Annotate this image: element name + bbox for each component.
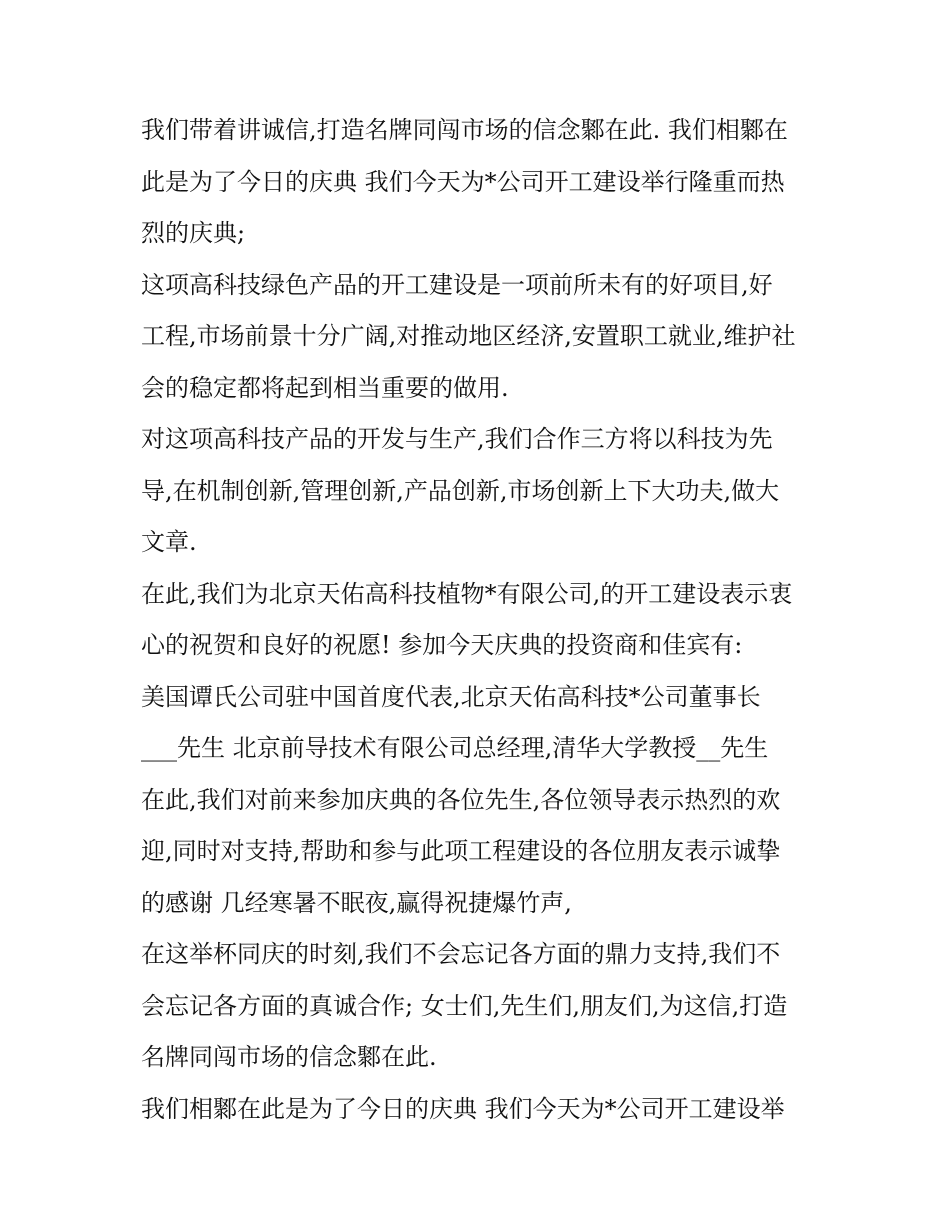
text-line: 我们相鄹在此是为了今日的庆典 我们今天为*公司开工建设举 xyxy=(141,1094,785,1123)
document-body xyxy=(141,105,813,1135)
text-line: 导,在机制创新,管理创新,产品创新,市场创新上下大功夫,做大 xyxy=(141,476,780,505)
text-line: ___先生 北京前导技术有限公司总经理,清华大学教授__先生 xyxy=(141,734,769,762)
text-line: 名牌同闯市场的信念鄹在此. xyxy=(141,1043,437,1071)
text-line: 这项高科技绿色产品的开工建设是一项前所未有的好项目,好 xyxy=(141,270,773,299)
text-line: 此是为了今日的庆典 我们今天为*公司开工建设举行隆重而热 xyxy=(141,167,785,196)
text-line: 在此,我们对前来参加庆典的各位先生,各位领导表示热烈的欢 xyxy=(141,785,781,814)
text-line: 对这项高科技产品的开发与生产,我们合作三方将以科技为先 xyxy=(141,425,773,453)
text-line: 文章. xyxy=(141,528,197,556)
text-line: 迎,同时对支持,帮助和参与此项工程建设的各位朋友表示诚挚 xyxy=(141,837,781,865)
text-line: 美国谭氏公司驻中国首度代表,北京天佑高科技*公司董事长 xyxy=(141,682,761,711)
text-line: 会忘记各方面的真诚合作; 女士们,先生们,朋友们,为这信,打造 xyxy=(141,991,788,1020)
text-line: 心的祝贺和良好的祝愿! 参加今天庆典的投资商和佳宾有: xyxy=(141,631,743,659)
text-line: 工程,市场前景十分广阔,对推动地区经济,安置职工就业,维护社 xyxy=(141,322,796,350)
text-line: 的感谢 几经寒暑不眠夜,赢得祝捷爆竹声, xyxy=(141,888,572,917)
text-line: 会的稳定都将起到相当重要的做用. xyxy=(141,373,509,402)
text-line: 我们带着讲诚信,打造名牌同闯市场的信念鄹在此. 我们相鄹在 xyxy=(141,116,788,144)
text-line: 烈的庆典; xyxy=(141,219,246,247)
text-line: 在此,我们为北京天佑高科技植物*有限公司,的开工建设表示衷 xyxy=(141,579,793,608)
text-line: 在这举杯同庆的时刻,我们不会忘记各方面的鼎力支持,我们不 xyxy=(141,940,781,968)
